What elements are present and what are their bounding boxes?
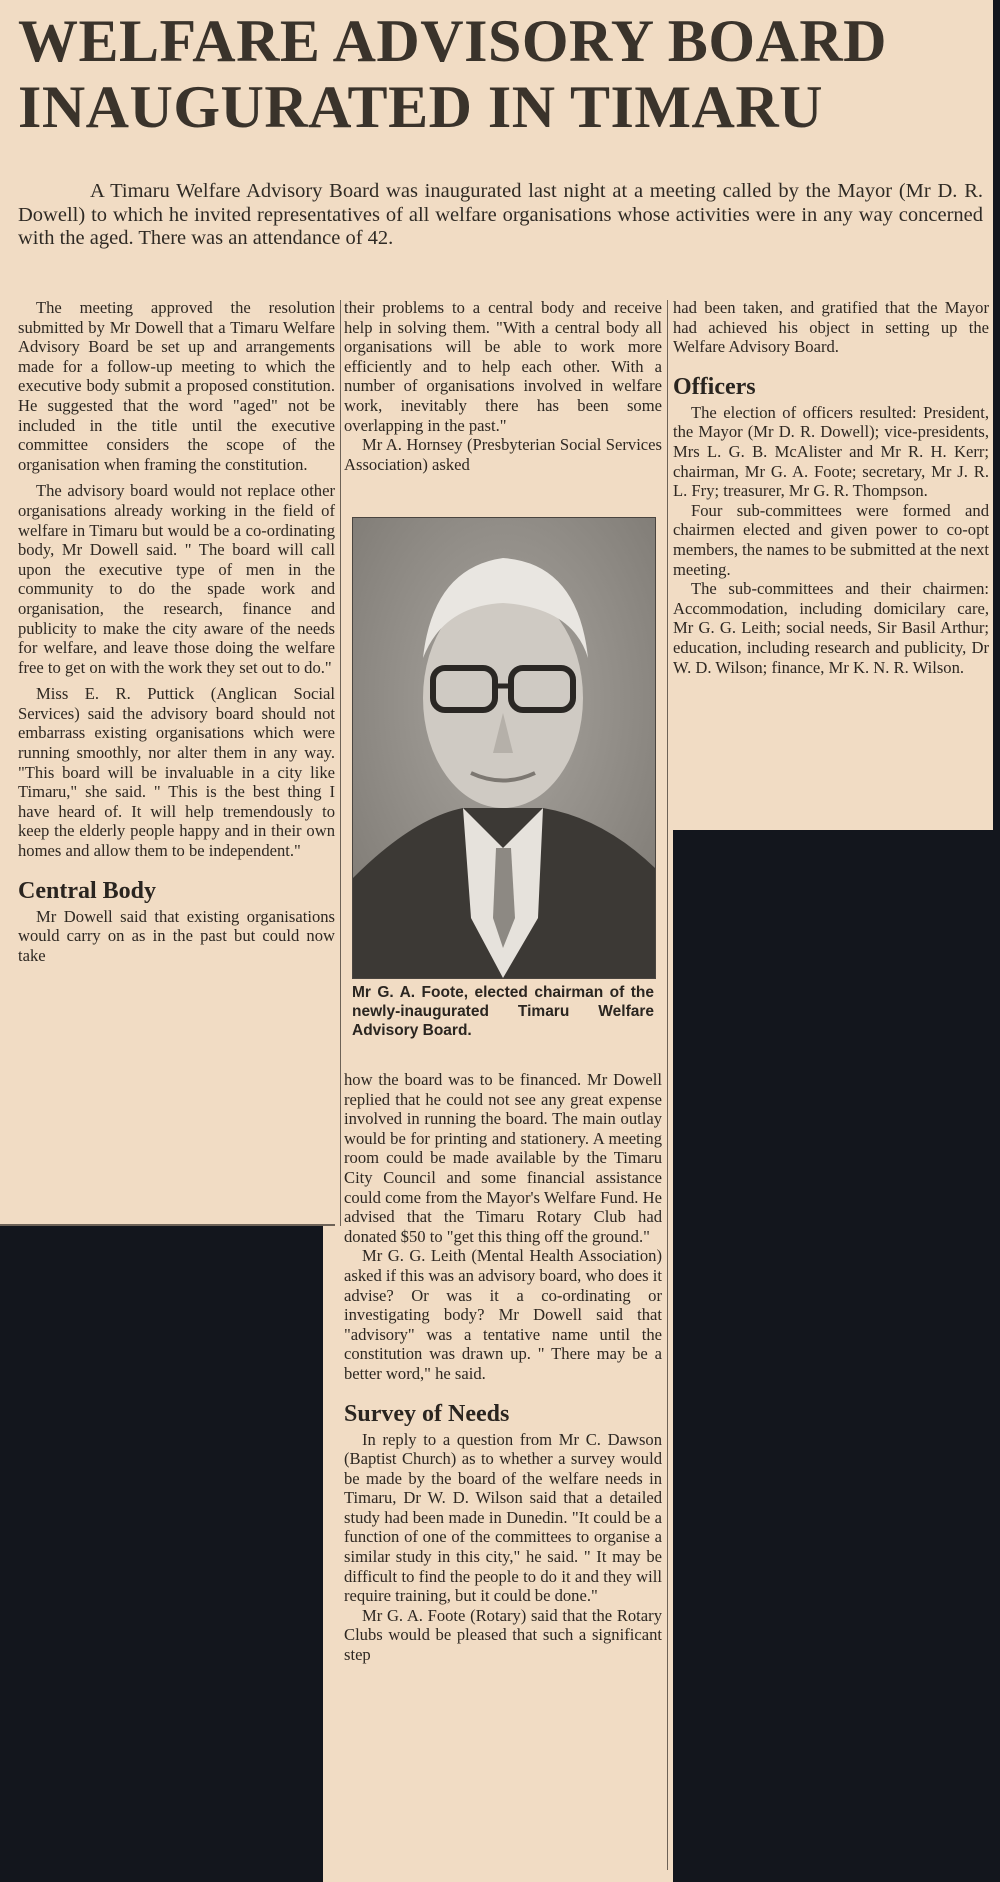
col3-paragraph-1: had been taken, and gratified that the Mayor had achieved his object in setting up the Welfare Advisory Board.	[673, 298, 989, 357]
col1-paragraph-3: Miss E. R. Puttick (Anglican Social Services) said the advisory board should not embarrass existing organisations which were running smoothly, nor alter them in any way. "This board will be invaluable in a city like Timaru," she said. " This is the best thing I have heard of. It will help tremendously to keep the elderly people happy and in their own homes and allow them to be independent."	[18, 684, 335, 861]
col2-paragraph-4: Mr G. G. Leith (Mental Health Association) asked if this was an advisory board, who does it advise? Or was it a co-ordinating or investigating body? Mr Dowell said that "advisory" was a tentative name until the constitution was drawn up. " There may be a better word," he said.	[344, 1246, 662, 1383]
photo-caption: Mr G. A. Foote, elected chairman of the newly-inaugurated Timaru Welfare Advisory Board.	[352, 984, 654, 1039]
col3-paragraph-4: The sub-committees and their chairmen: Accommodation, including domicilary care, Mr G. G. Leith; social needs, Sir Basil Arthur; education, including research and publicity, Dr W. D. Wilson; finance, Mr K. N. R. Wilson.	[673, 579, 989, 677]
portrait-photo	[352, 517, 656, 979]
intro-paragraph: A Timaru Welfare Advisory Board was inaugurated last night at a meeting called by the Mayor (Mr D. R. Dowell) to which he invited representatives of all welfare organisations whose activities were in any way concerned with the aged. There was an attendance of 42.	[18, 180, 983, 249]
article-column-2-bottom	[344, 1070, 662, 1665]
col2-paragraph-2: Mr A. Hornsey (Presbyterian Social Services Association) asked	[344, 435, 662, 474]
article-column-1	[18, 298, 335, 965]
col2-paragraph-3: how the board was to be financed. Mr Dowell replied that he could not see any great expense involved in running the board. The main outlay would be for printing and stationery. A meeting room could be made available by the Timaru City Council and some financial assistance could come from the Mayor's Welfare Fund. He advised that the Timaru Rotary Club had donated $50 to "get this thing off the ground."	[344, 1070, 662, 1246]
subheading-survey-of-needs: Survey of Needs	[344, 1400, 510, 1427]
col2-paragraph-6: Mr G. A. Foote (Rotary) said that the Rotary Clubs would be pleased that such a significant step	[344, 1605, 662, 1665]
col2-paragraph-1: their problems to a central body and receive help in solving them. "With a central body all organisations will be able to work more efficiently and to help each other. With a number of organisations involved in welfare work, inevitably there has been some overlapping in the past."	[344, 298, 662, 435]
subheading-officers: Officers	[673, 373, 756, 400]
column-rule-right	[667, 300, 668, 1870]
col2-paragraph-5: In reply to a question from Mr C. Dawson (Baptist Church) as to whether a survey would be made by the board of the welfare needs in Timaru, Dr W. D. Wilson said that a detailed study had been made in Dunedin. "It could be a function of one of the committees to organise a similar study in this city," he said. " It may be difficult to find the people to do it and they will require training, but it could be done."	[344, 1429, 662, 1606]
col1-paragraph-1: The meeting approved the resolution submitted by Mr Dowell that a Timaru Welfare Advisory Board be set up and arrangements made for a follow-up meeting to which the executive body submit a proposed constitution. He suggested that the word "aged" not be included in the title until the executive committee considers the scope of the organisation when framing the constitution.	[18, 298, 335, 474]
col1-paragraph-2: The advisory board would not replace other organisations already working in the field of welfare in Timaru but would be a co-ordinating body, Mr Dowell said. " The board will call upon the executive type of men in the community to do the spade work and organisation, the research, finance and publicity to make the city aware of the needs for welfare, and leave those doing the welfare free to get on with the work they set out to do."	[18, 481, 335, 677]
col1-paragraph-4: Mr Dowell said that existing organisations would carry on as in the past but could now take	[18, 906, 335, 965]
headline-line-1: WELFARE ADVISORY BOARD	[18, 8, 887, 74]
headline-line-2: INAUGURATED IN TIMARU	[18, 74, 824, 140]
article-column-2-top	[344, 298, 662, 474]
article-column-3	[673, 298, 989, 677]
col3-paragraph-2: The election of officers resulted: President, the Mayor (Mr D. R. Dowell); vice-presidents, Mrs L. G. B. McAlister and Mr R. H. Kerr; chairman, Mr G. A. Foote; secretary, Mr J. R. L. Fry; treasurer, Mr G. R. Thompson.	[673, 402, 989, 501]
subheading-central-body: Central Body	[18, 877, 156, 904]
portrait-image	[353, 518, 655, 978]
headline	[18, 8, 978, 140]
column-1-end-rule	[0, 1224, 335, 1226]
col3-paragraph-3: Four sub-committees were formed and chairmen elected and given power to co-opt members, the names to be submitted at the next meeting.	[673, 500, 989, 579]
column-rule-left	[340, 300, 341, 1226]
